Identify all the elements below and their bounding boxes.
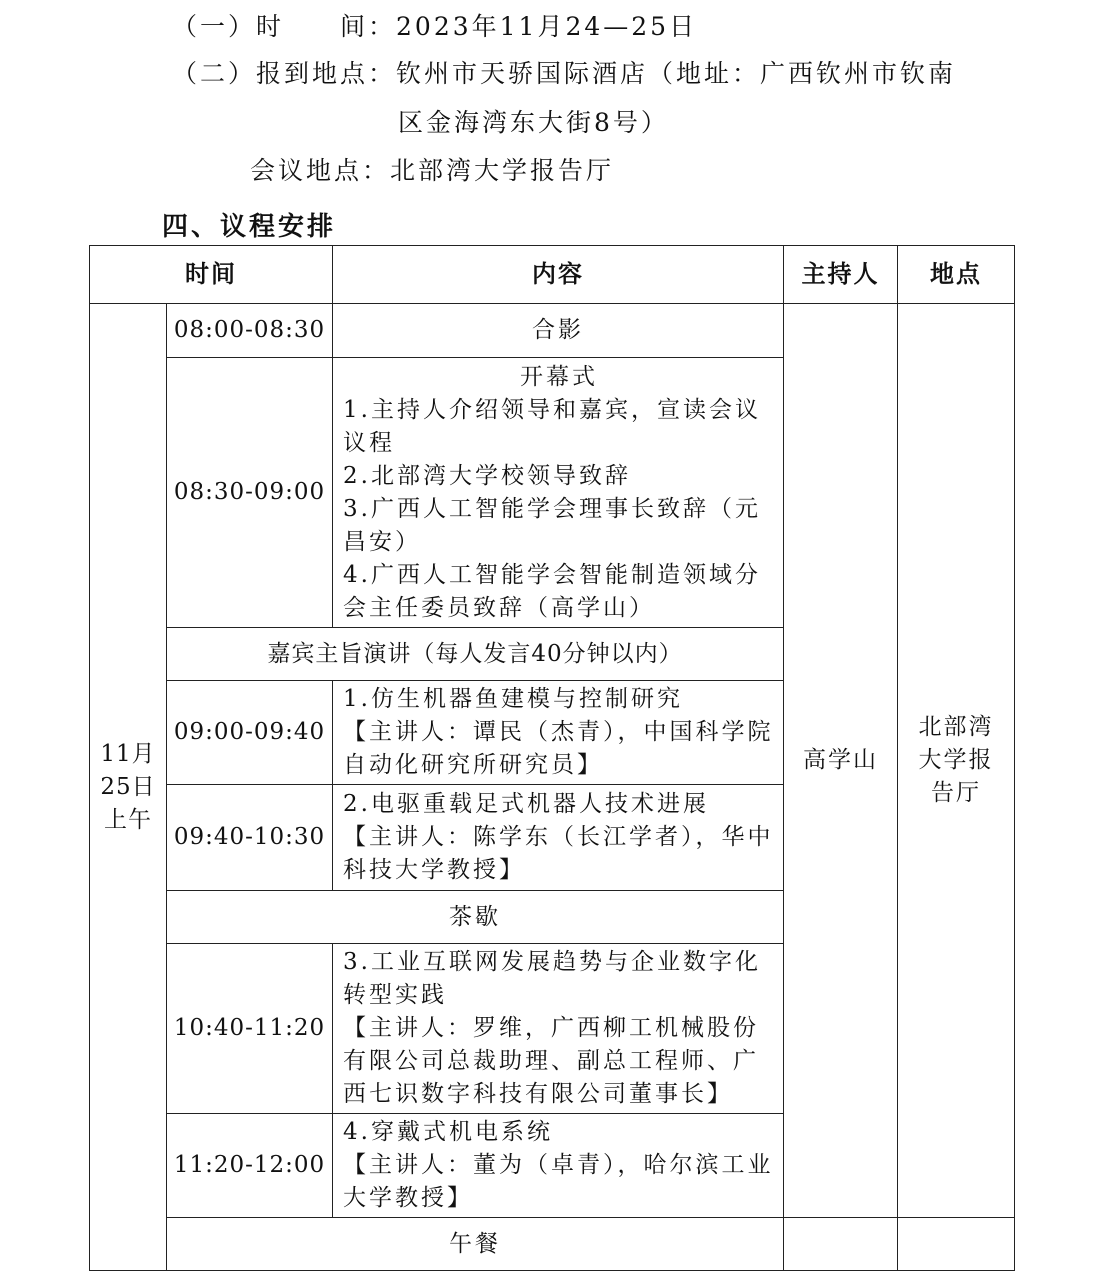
time-cell: 09:00-09:40 bbox=[167, 681, 333, 785]
time-cell: 08:30-09:00 bbox=[167, 358, 333, 628]
table-row bbox=[90, 304, 1015, 358]
time-cell: 09:40-10:30 bbox=[167, 785, 333, 891]
agenda-table bbox=[89, 245, 1015, 1271]
time-cell: 10:40-11:20 bbox=[167, 944, 333, 1114]
info-checkin-value: 钦州市天骄国际酒店（地址：广西钦州市钦南 bbox=[396, 59, 957, 88]
venue-cell bbox=[898, 304, 1015, 1218]
info-checkin-line bbox=[172, 57, 956, 91]
day-month: 11月 bbox=[100, 740, 156, 767]
day-date: 25日 bbox=[100, 773, 156, 800]
talk-speaker: 【主讲人：谭民（杰青），中国科学院自动化研究所研究员】 bbox=[343, 719, 774, 778]
day-cell bbox=[90, 304, 167, 1271]
info-time-value: 2023年11月24—25日 bbox=[396, 12, 698, 41]
empty-host-cell bbox=[784, 1218, 898, 1271]
content-cell: 合影 bbox=[333, 304, 784, 358]
talk-title: 1.仿生机器鱼建模与控制研究 bbox=[343, 686, 683, 712]
opening-item: 4.广西人工智能学会智能制造领域分会主任委员致辞（高学山） bbox=[343, 561, 761, 621]
venue-line: 北部湾 bbox=[918, 714, 994, 740]
opening-item: 3.广西人工智能学会理事长致辞（元昌安） bbox=[343, 495, 761, 555]
header-content: 内容 bbox=[333, 246, 784, 304]
lunch: 午餐 bbox=[167, 1218, 784, 1271]
tea-break: 茶歇 bbox=[167, 891, 784, 944]
table-row bbox=[90, 1218, 1015, 1271]
talk-title: 2.电驱重载足式机器人技术进展 bbox=[343, 791, 709, 817]
content-cell bbox=[333, 944, 784, 1114]
talk-title: 3.工业互联网发展趋势与企业数字化转型实践 bbox=[343, 949, 761, 1008]
info-time-line bbox=[172, 10, 697, 44]
opening-title: 开幕式 bbox=[520, 363, 598, 390]
section-title: 四、议程安排 bbox=[162, 212, 337, 242]
venue-line: 大学报 bbox=[918, 747, 994, 773]
time-cell: 08:00-08:30 bbox=[167, 304, 333, 358]
content-cell bbox=[333, 1114, 784, 1218]
content-cell bbox=[333, 785, 784, 891]
info-checkin-continued: 区金海湾东大街8号） bbox=[398, 108, 669, 137]
table-header-row bbox=[90, 246, 1015, 304]
content-cell bbox=[333, 358, 784, 628]
empty-venue-cell bbox=[898, 1218, 1015, 1271]
info-venue-value: 北部湾大学报告厅 bbox=[390, 156, 615, 185]
info-checkin-label: （二）报到地点： bbox=[172, 59, 397, 88]
info-time-label: （一）时 间： bbox=[172, 12, 397, 41]
header-venue: 地点 bbox=[898, 246, 1015, 304]
talk-speaker: 【主讲人：陈学东（长江学者），华中科技大学教授】 bbox=[343, 824, 774, 883]
opening-item: 1.主持人介绍领导和嘉宾，宣读会议议程 bbox=[343, 396, 761, 456]
keynote-header: 嘉宾主旨演讲（每人发言40分钟以内） bbox=[167, 628, 784, 681]
talk-speaker: 【主讲人：罗维，广西柳工机械股份有限公司总裁助理、副总工程师、广西七识数字科技有限公司董事长】 bbox=[343, 1015, 759, 1107]
venue-line: 告厅 bbox=[931, 780, 981, 806]
content-cell bbox=[333, 681, 784, 785]
time-cell: 11:20-12:00 bbox=[167, 1114, 333, 1218]
info-venue-line bbox=[250, 154, 614, 188]
header-host: 主持人 bbox=[784, 246, 898, 304]
day-period: 上午 bbox=[104, 806, 152, 833]
opening-item: 2.北部湾大学校领导致辞 bbox=[343, 462, 631, 489]
info-venue-label: 会议地点： bbox=[250, 156, 391, 185]
talk-speaker: 【主讲人：董为（卓青），哈尔滨工业大学教授】 bbox=[343, 1152, 774, 1211]
header-time: 时间 bbox=[90, 246, 333, 304]
talk-title: 4.穿戴式机电系统 bbox=[343, 1119, 553, 1145]
host-cell: 高学山 bbox=[784, 304, 898, 1218]
